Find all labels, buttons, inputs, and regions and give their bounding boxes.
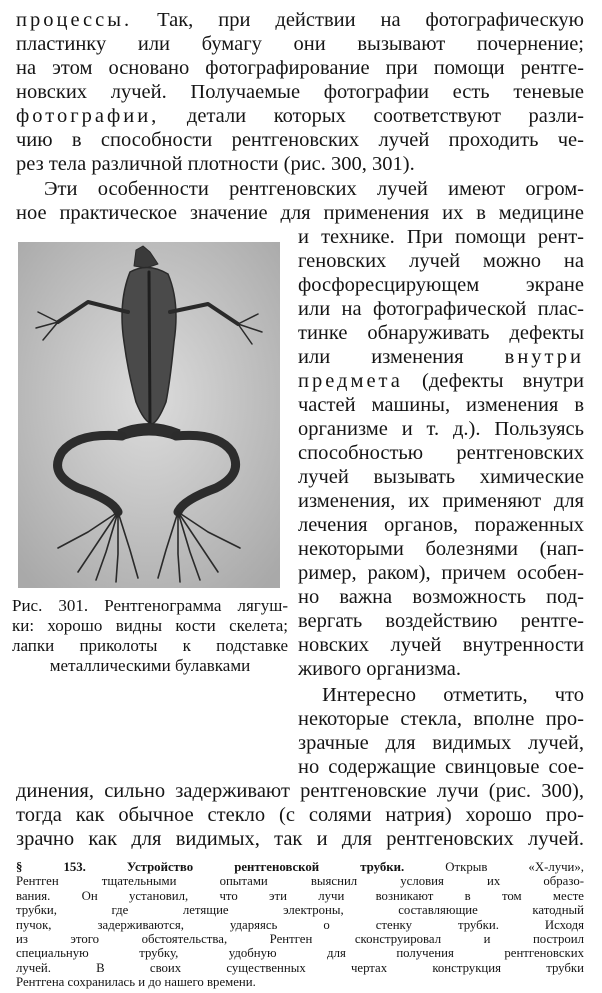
text-line: вания. Он установил, что эти лучи возникают в том месте bbox=[16, 888, 584, 903]
figure-caption-line: ки: хорошо видны кости скелета; bbox=[12, 616, 288, 635]
text-line: фосфоресцирующем экране bbox=[298, 274, 584, 296]
text-line: чию в способности рентгеновских лучей проходить че- bbox=[16, 129, 584, 151]
text-line: из этого обстоятельства, Рентген сконструировал и построил bbox=[16, 932, 584, 946]
text-line: но важна возможность под- bbox=[298, 586, 584, 608]
text-line bbox=[16, 104, 584, 128]
text-line: лечения органов, пораженных bbox=[298, 514, 584, 536]
figure-caption-line: металлическими булавками bbox=[49, 656, 251, 675]
section-heading: § 153. Устройство рентгеновской трубки. bbox=[16, 860, 405, 874]
text-line: тогда как обычное стекло (с солями натрия) хорошо про- bbox=[16, 804, 584, 826]
text-line: изменения, их применяют для bbox=[298, 490, 584, 512]
text-line: Рентгена сохранилась и до нашего времени. bbox=[16, 975, 256, 990]
figure-caption-line: лапки приколоты к подставке bbox=[12, 636, 288, 655]
text-fragment: Так, при действии на фотографическую bbox=[132, 9, 584, 31]
text-line: ное практическое значение для применения их в медицине bbox=[16, 202, 584, 224]
spaced-word: предмета bbox=[298, 370, 403, 392]
text-line: лучей вызывать химические bbox=[298, 466, 584, 488]
text-line: но содержащие свинцовые сое- bbox=[298, 756, 584, 778]
text-line: частей машины, изменения в bbox=[298, 394, 584, 416]
text-line: на этом основано фотографирование при помощи рентге- bbox=[16, 57, 584, 79]
frog-xray-figure bbox=[18, 242, 280, 588]
spaced-word: внутри bbox=[504, 346, 584, 368]
text-line: вергать воздействию рентге- bbox=[298, 610, 584, 632]
text-line bbox=[16, 860, 584, 874]
text-line: геновских лучей можно на bbox=[298, 250, 584, 272]
text-fragment: Открыв «Х-лучи», bbox=[404, 860, 584, 874]
text-fragment: (дефекты внутри bbox=[402, 370, 584, 392]
text-line bbox=[298, 345, 584, 369]
text-line bbox=[298, 369, 584, 393]
text-line: лучей. В своих существенных чертах конструкция трубки bbox=[16, 960, 584, 975]
figure-caption-line: Рис. 301. Рентгенограмма лягуш- bbox=[12, 596, 288, 615]
text-line: специальную трубку, удобную для получения рентгеновских bbox=[16, 946, 584, 961]
frog-xray-image bbox=[18, 242, 280, 588]
text-line: рез тела различной плотности (рис. 300, 301). bbox=[16, 153, 415, 175]
text-line: способностью рентгеновских bbox=[298, 442, 584, 464]
text-line: Интересно отметить, что bbox=[322, 684, 584, 706]
text-line: новских лучей. Получаемые фотографии есть теневые bbox=[16, 81, 584, 103]
text-line: зрачно как для видимых, так и для рентгеновских лучей. bbox=[16, 828, 584, 850]
text-line: пучок, задерживаются, ударяясь о стенку трубки. Исходя bbox=[16, 917, 584, 932]
text-line: организме и т. д.). Пользуясь bbox=[298, 418, 584, 440]
text-line: живого организма. bbox=[298, 658, 462, 680]
text-fragment: детали которых соответствуют разли- bbox=[159, 105, 584, 127]
spaced-word: фотографии, bbox=[16, 105, 160, 127]
text-line: тинке обнаруживать дефекты bbox=[298, 322, 584, 344]
text-line: некоторые стекла, вполне про- bbox=[298, 708, 584, 730]
spaced-word: процессы. bbox=[16, 9, 133, 31]
text-line: или на фотографической плас- bbox=[298, 298, 584, 320]
text-line: Эти особенности рентгеновских лучей имеют огром- bbox=[44, 178, 584, 200]
text-line: зрачные для видимых лучей, bbox=[298, 732, 584, 754]
text-line: пластинку или бумагу они вызывают почернение; bbox=[16, 33, 584, 55]
text-line: новских лучей внутренности bbox=[298, 634, 584, 656]
text-line bbox=[16, 8, 584, 32]
text-line: динения, сильно задерживают рентгеновские лучи (рис. 300), bbox=[16, 780, 584, 802]
text-line: Рентген тщательными опытами выяснил условия их образо- bbox=[16, 874, 584, 889]
text-line: трубки, где летящие электроны, составляющие катодный bbox=[16, 903, 584, 918]
text-fragment: или изменения bbox=[298, 346, 505, 368]
text-line: и технике. При помощи рент- bbox=[298, 226, 584, 248]
text-line: некоторыми болезнями (нап- bbox=[298, 538, 584, 560]
text-line: ример, раком), причем особен- bbox=[298, 562, 584, 584]
